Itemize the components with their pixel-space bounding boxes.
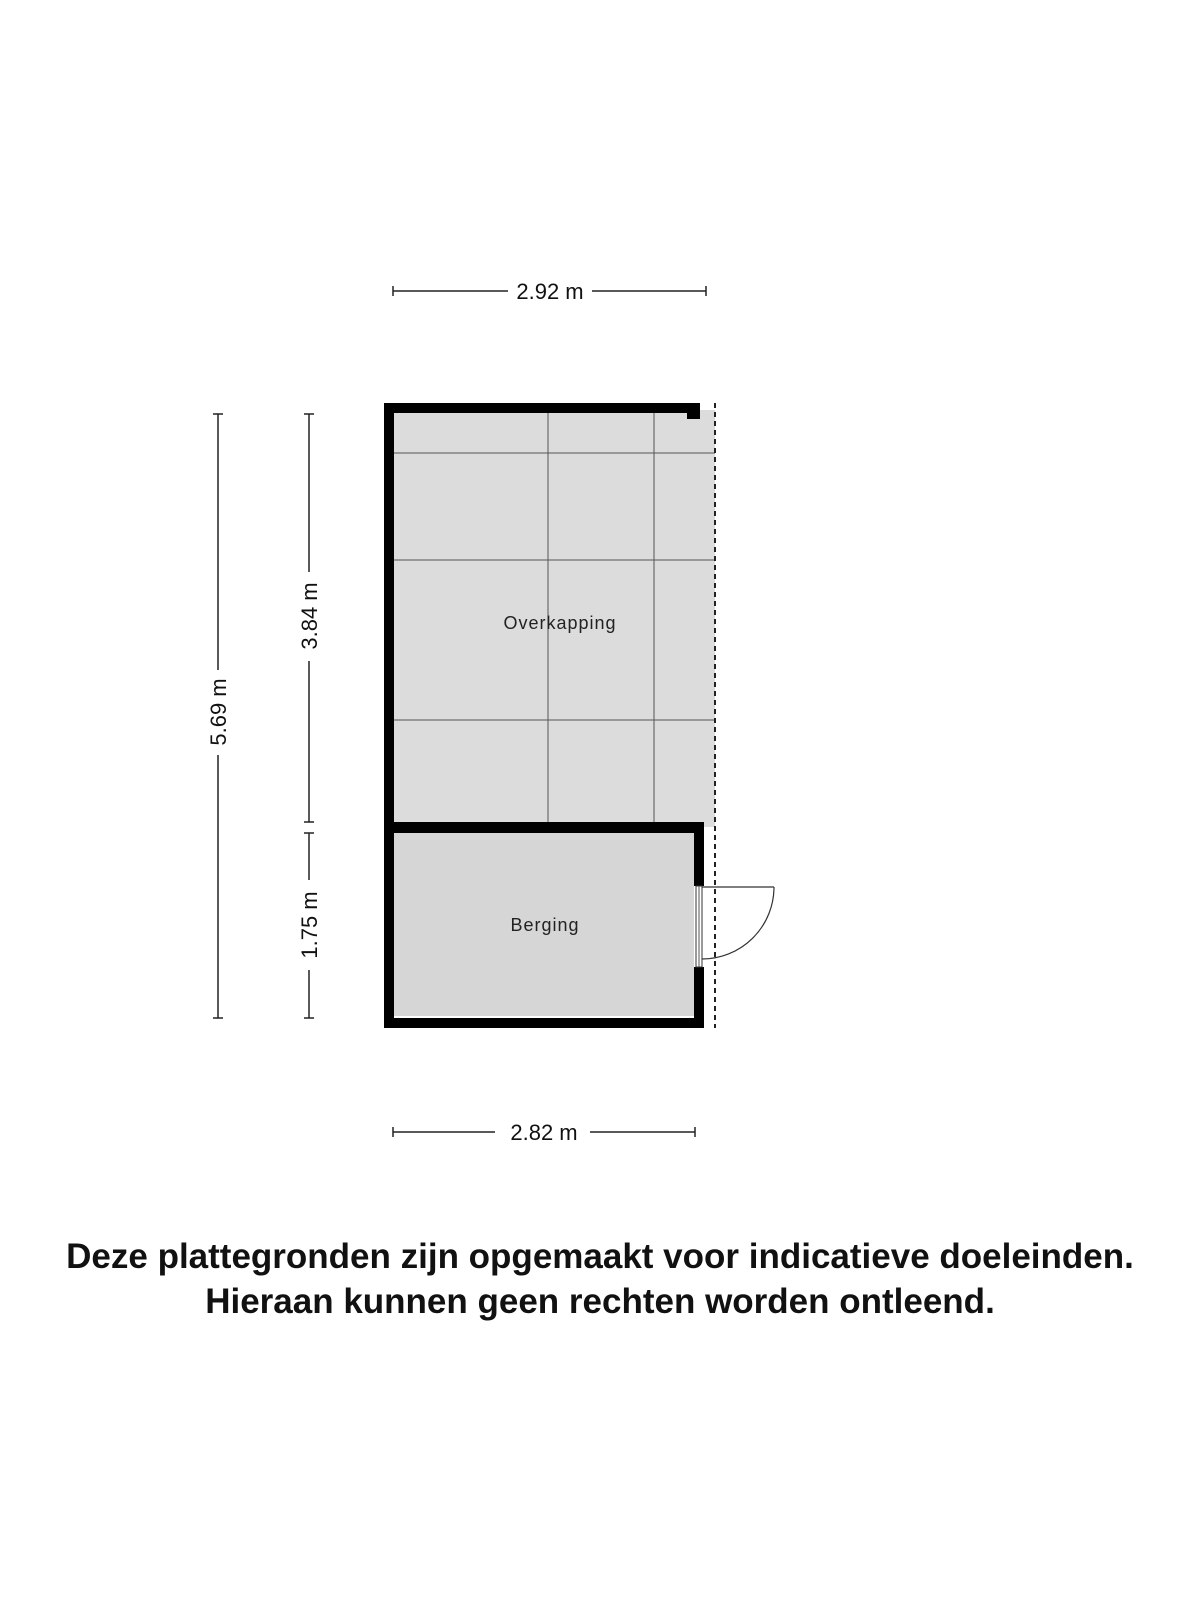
dimension-total-height xyxy=(206,414,231,1018)
disclaimer-line-1: Deze plattegronden zijn opgemaakt voor indicatieve doeleinden. xyxy=(66,1237,1134,1276)
dimension-label-top-width: 2.92 m xyxy=(516,279,584,304)
door xyxy=(696,886,774,967)
dimension-berging-height xyxy=(297,833,322,1018)
dimension-label-berging-height: 1.75 m xyxy=(297,891,322,959)
dimension-top-width xyxy=(393,279,706,304)
room-label-berging: Berging xyxy=(510,915,580,935)
disclaimer-line-2: Hieraan kunnen geen rechten worden ontleend. xyxy=(205,1282,995,1321)
dimension-label-total-height: 5.69 m xyxy=(206,678,231,746)
dimension-overkapping-height xyxy=(297,414,322,822)
dimension-bottom-width xyxy=(393,1120,695,1145)
room-berging xyxy=(394,833,694,1016)
dimension-label-bottom-width: 2.82 m xyxy=(510,1120,578,1145)
room-label-overkapping: Overkapping xyxy=(503,613,617,633)
dimension-label-overkapping-height: 3.84 m xyxy=(297,582,322,650)
